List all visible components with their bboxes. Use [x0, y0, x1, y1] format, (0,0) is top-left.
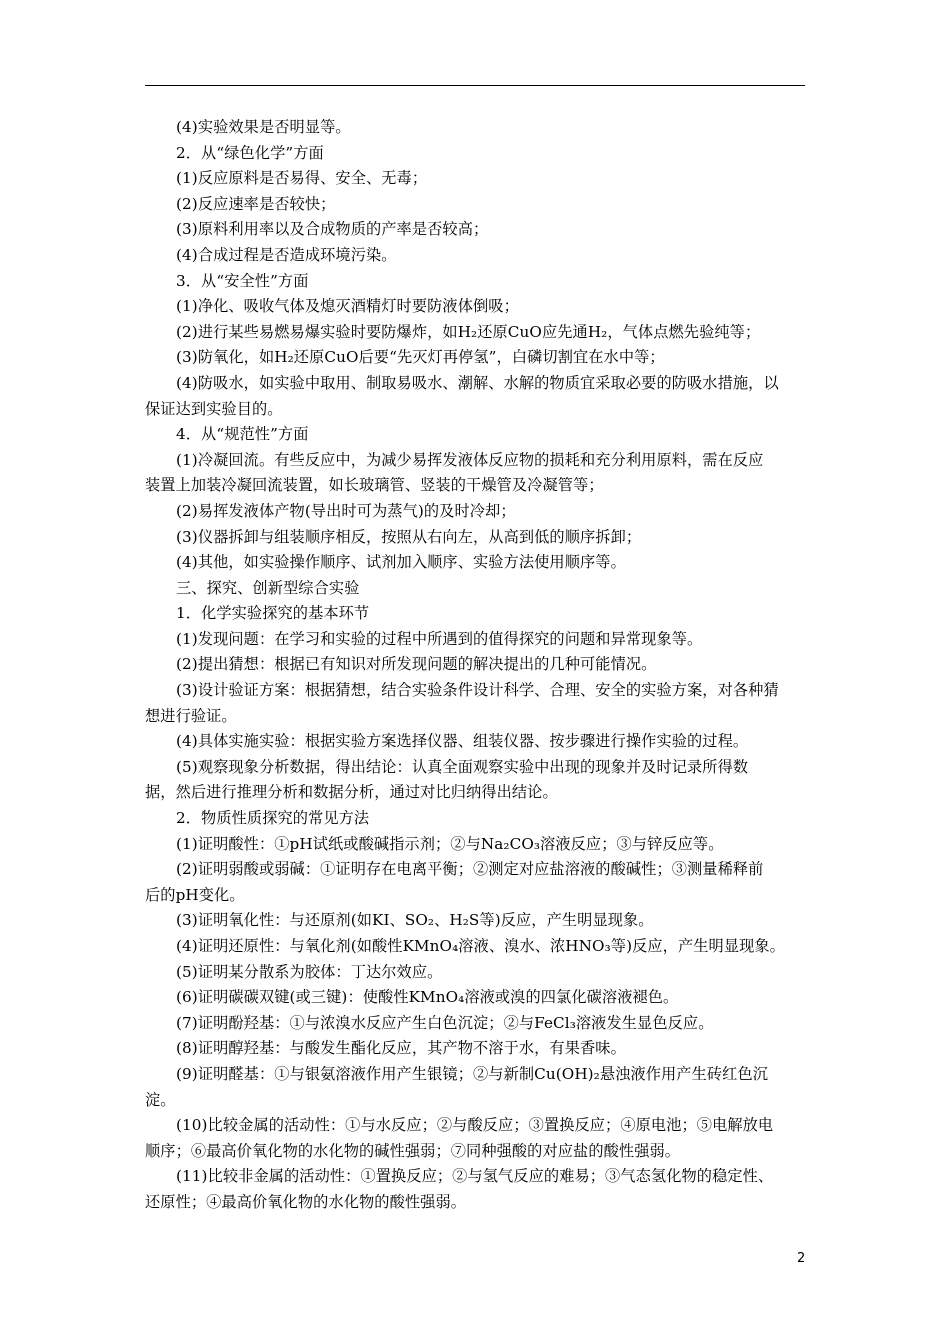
text-line: (8)证明醇羟基：与酸发生酯化反应，其产物不溶于水，有果香味。: [176, 1039, 626, 1058]
text-line: 2．物质性质探究的常见方法: [176, 809, 370, 828]
text-line: (3)原料利用率以及合成物质的产率是否较高；: [176, 220, 489, 239]
text-line: 还原性；④最高价氧化物的水化物的酸性强弱。: [145, 1192, 467, 1211]
text-line: 装置上加装冷凝回流装置，如长玻璃管、竖装的干燥管及冷凝管等；: [145, 476, 604, 495]
text-line: (5)证明某分散系为胶体：丁达尔效应。: [176, 962, 443, 981]
text-line: (4)合成过程是否造成环境污染。: [176, 245, 397, 264]
text-line: (4)具体实施实验：根据实验方案选择仪器、组装仪器、按步骤进行操作实验的过程。: [176, 732, 749, 751]
text-line: (1)发现问题：在学习和实验的过程中所遇到的值得探究的问题和异常现象等。: [176, 629, 703, 648]
text-line: 3．从“安全性”方面: [176, 271, 309, 290]
text-line: 据，然后进行推理分析和数据分析，通过对比归纳得出结论。: [145, 783, 558, 802]
text-line: (1)冷凝回流。有些反应中，为减少易挥发液体反应物的损耗和充分利用原料，需在反应: [176, 450, 764, 469]
text-line: (2)提出猜想：根据已有知识对所发现问题的解决提出的几种可能情况。: [176, 655, 657, 674]
text-line: (3)设计验证方案：根据猜想，结合实验条件设计科学、合理、安全的实验方案，对各种猜: [176, 681, 779, 700]
text-line: (3)防氧化，如H₂还原CuO后要“先灭灯再停氢”，白磷切割宜在水中等；: [176, 348, 665, 367]
text-line: (6)证明碳碳双键(或三键)：使酸性KMnO₄溶液或溴的四氯化碳溶液褪色。: [176, 988, 679, 1007]
text-line: (4)实验效果是否明显等。: [176, 118, 351, 136]
text-line: (11)比较非金属的活动性：①置换反应；②与氢气反应的难易；③气态氢化物的稳定性、: [176, 1167, 774, 1186]
text-line: (2)反应速率是否较快；: [176, 194, 336, 213]
text-line: (1)证明酸性：①pH试纸或酸碱指示剂；②与Na₂CO₃溶液反应；③与锌反应等。: [176, 834, 724, 853]
text-line: 三、探究、创新型综合实验: [176, 578, 360, 597]
text-line: (4)证明还原性：与氧化剂(如酸性KMnO₄溶液、溴水、浓HNO₃等)反应，产生明显现象。: [176, 937, 785, 955]
text-line: 想进行验证。: [145, 706, 237, 725]
text-line: (2)易挥发液体产物(导出时可为蒸气)的及时冷却；: [176, 501, 516, 520]
text-line: (1)净化、吸收气体及熄灭酒精灯时要防液体倒吸；: [176, 297, 519, 316]
text-line: 淀。: [145, 1090, 176, 1109]
text-line: (10)比较金属的活动性：①与水反应；②与酸反应；③置换反应；④原电池；⑤电解放电: [176, 1116, 774, 1135]
document-body: [145, 115, 807, 1216]
text-line: 后的pH变化。: [145, 885, 245, 904]
text-line: (9)证明醛基：①与银氨溶液作用产生银镜；②与新制Cu(OH)₂悬浊液作用产生砖红色沉: [176, 1064, 769, 1083]
text-line: (7)证明酚羟基：①与浓溴水反应产生白色沉淀；②与FeCl₃溶液发生显色反应。: [176, 1013, 714, 1032]
text-line: (4)防吸水，如实验中取用、制取易吸水、潮解、水解的物质宜采取必要的防吸水措施，以: [176, 373, 779, 392]
text-line: (4)其他，如实验操作顺序、试剂加入顺序、实验方法使用顺序等。: [176, 553, 626, 572]
text-line: 顺序；⑥最高价氧化物的水化物的碱性强弱；⑦同种强酸的对应盐的酸性强弱。: [145, 1141, 681, 1160]
text-line: 2．从“绿色化学”方面: [176, 143, 324, 162]
header-rule: [145, 85, 805, 86]
text-line: (2)证明弱酸或弱碱：①证明存在电离平衡；②测定对应盐溶液的酸碱性；③测量稀释前: [176, 860, 764, 879]
text-line: (5)观察现象分析数据，得出结论：认真全面观察实验中出现的现象并及时记录所得数: [176, 757, 749, 776]
text-line: (3)仪器拆卸与组装顺序相反，按照从右向左，从高到低的顺序拆卸；: [176, 527, 642, 546]
text-line: (2)进行某些易燃易爆实验时要防爆炸，如H₂还原CuO应先通H₂，气体点燃先验纯等；: [176, 322, 761, 341]
text-line: (1)反应原料是否易得、安全、无毒；: [176, 169, 428, 188]
text-line: 1．化学实验探究的基本环节: [176, 604, 370, 623]
text-line: (3)证明氧化性：与还原剂(如KI、SO₂、H₂S等)反应，产生明显现象。: [176, 911, 654, 930]
text-line: 保证达到实验目的。: [145, 399, 283, 418]
text-line: 4．从“规范性”方面: [176, 425, 309, 444]
page-number: 2: [797, 1251, 806, 1266]
